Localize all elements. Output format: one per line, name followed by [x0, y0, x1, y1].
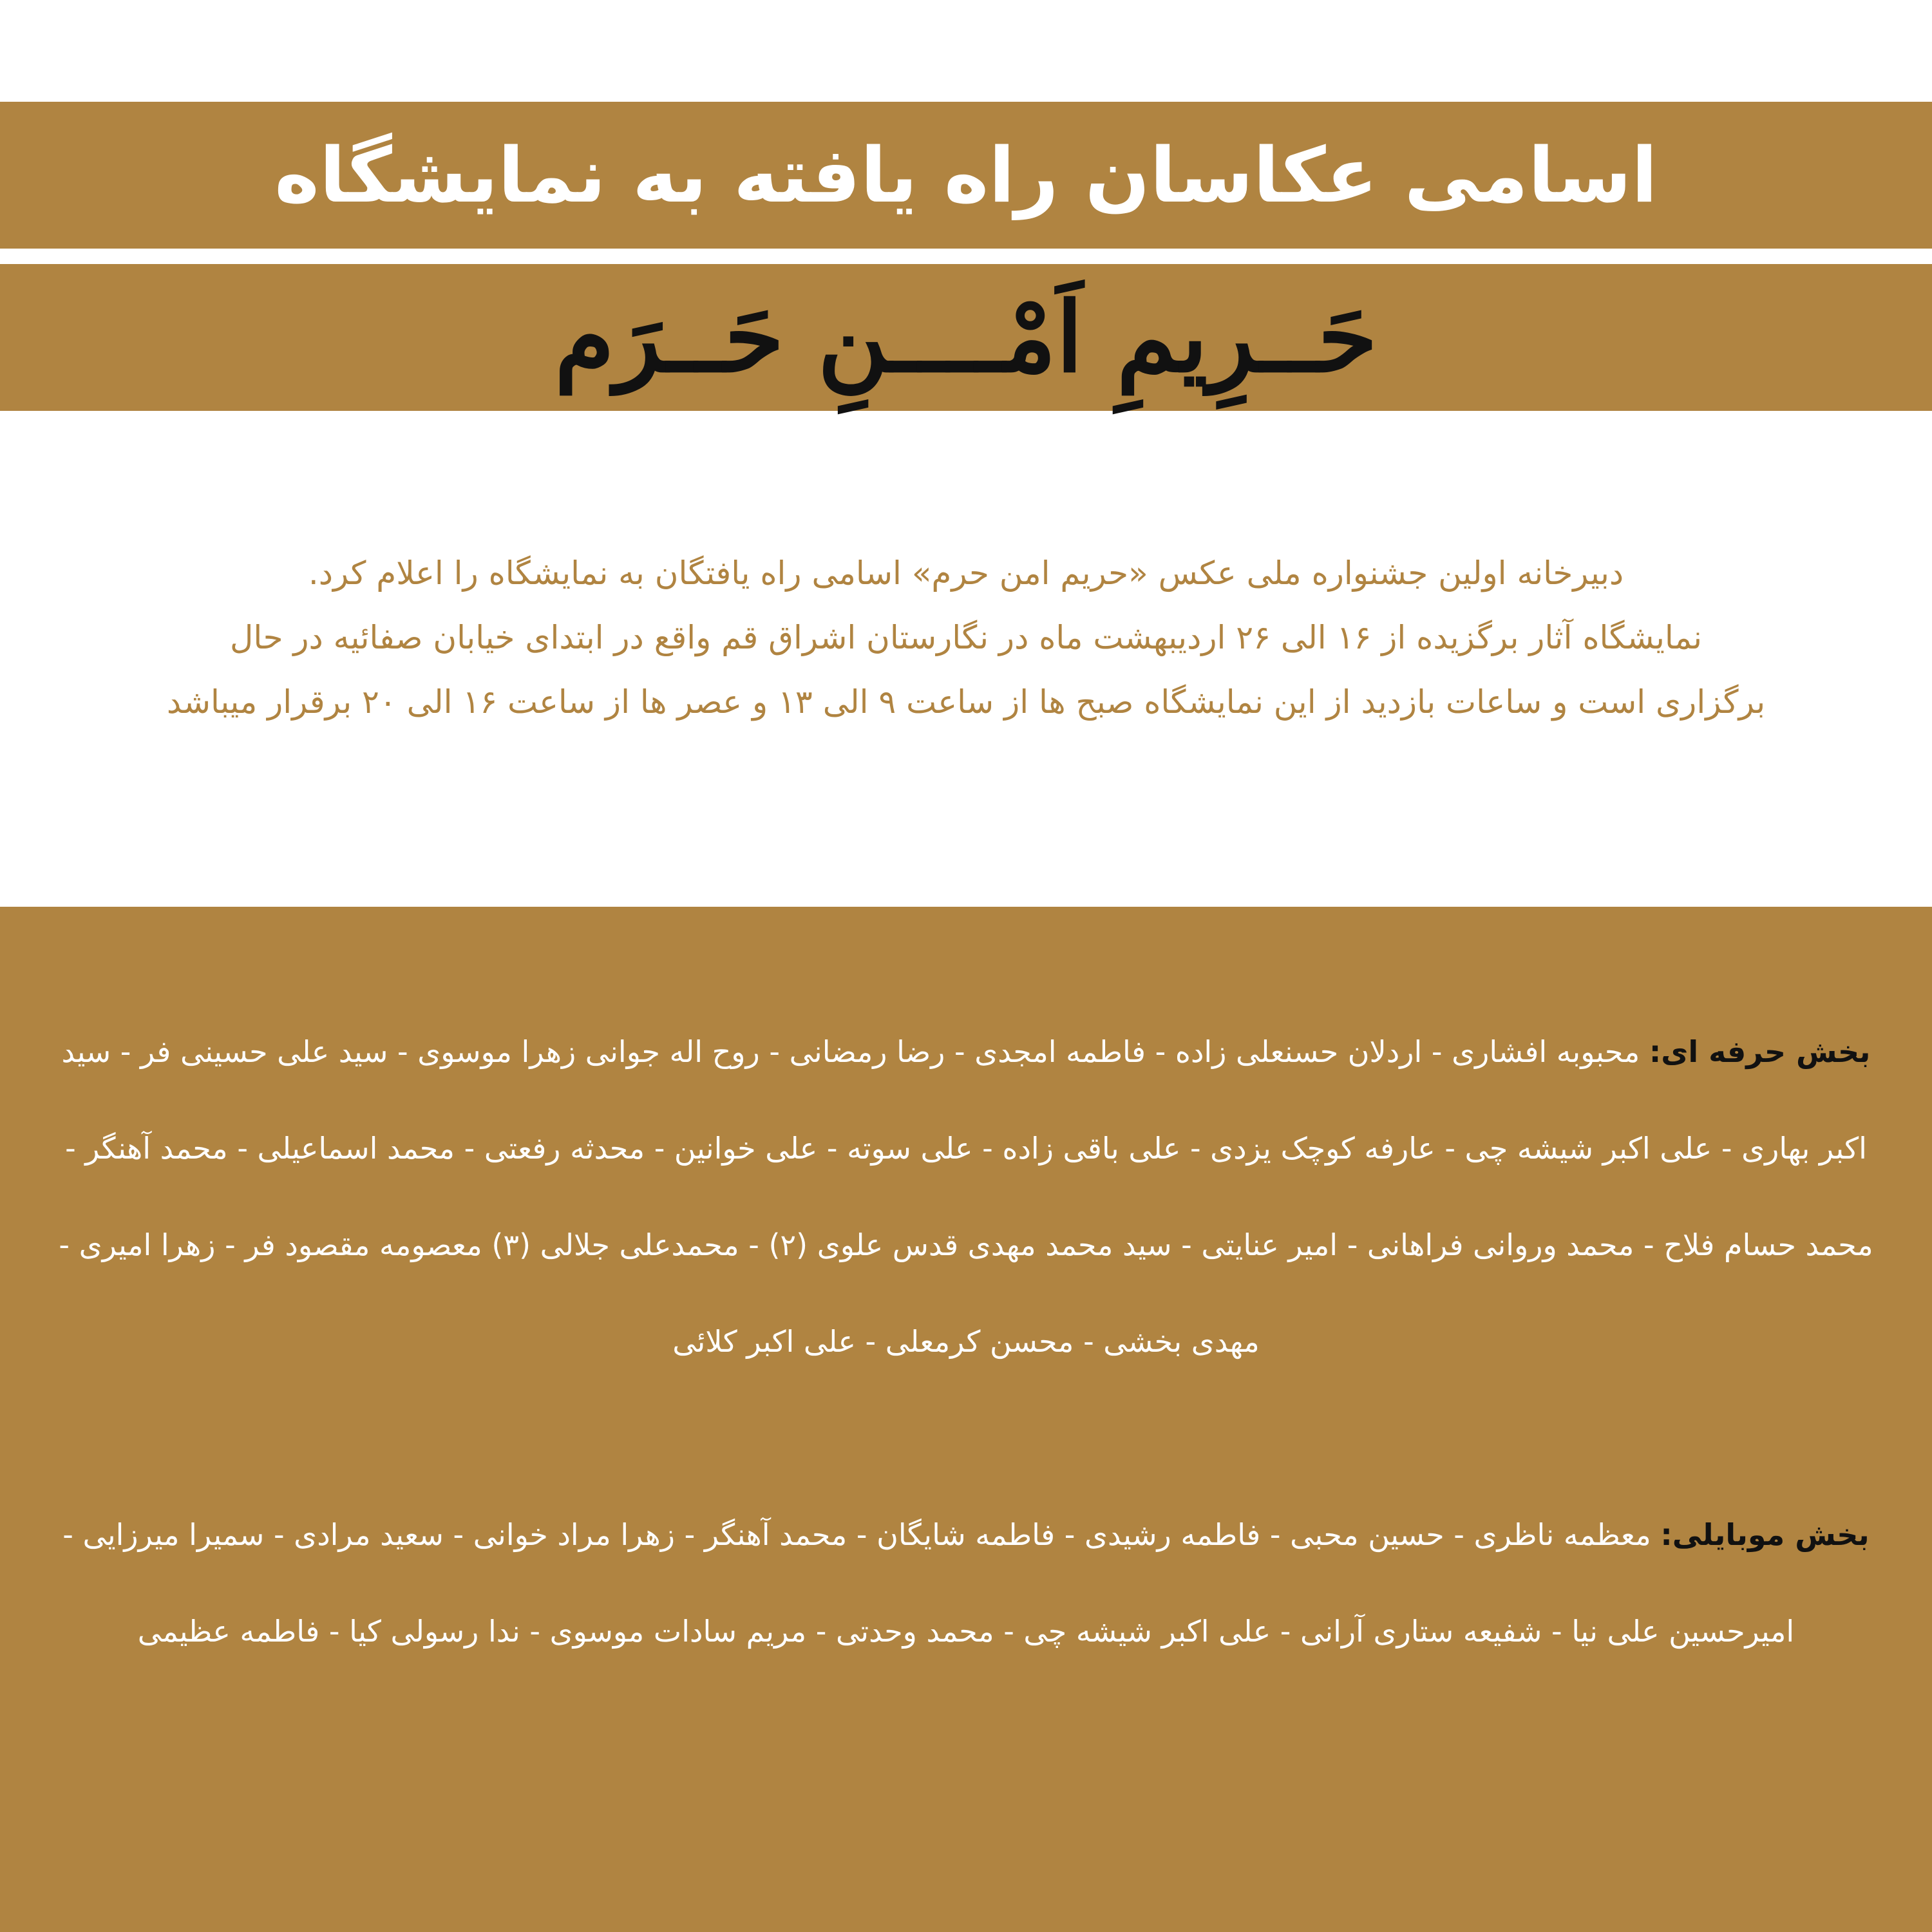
intro-text	[103, 541, 1829, 734]
mobile-names: معظمه ناظری - حسین محبی - فاطمه رشیدی - فاطمه شایگان - محمد آهنگر - زهرا مراد خوانی - سعید مرادی - سمیرا میرزایی - امیرحسین علی نیا - شفیعه ستاری آرانی - علی اکبر شیشه چی - محمد وحدتی - مریم سادات موسوی - ندا رسولی کیا - فاطمه عظیمی	[62, 1517, 1795, 1649]
intro-line-1: دبیرخانه اولین جشنواره ملی عکس «حریم امن حرم» اسامی راه یافتگان به نمایشگاه را اعلام کرد.	[308, 554, 1624, 592]
mobile-section-label: بخش موبایلی:	[1660, 1517, 1870, 1552]
professional-names: محبوبه افشاری - اردلان حسنعلی زاده - فاطمه امجدی - رضا رمضانی - روح اله جوانی زهرا موسوی - سید علی حسینی فر - سید اکبر بهاری - علی اکبر شیشه چی - عارفه کوچک یزدی - علی باقی زاده - علی سوته - علی خوانین - محدثه رفعتی - محمد اسماعیلی - محمد آهنگر - محمد حسام فلاح - محمد وروانی فراهانی - امیر عنایتی - سید محمد مهدی قدس علوی (۲) - محمدعلی جلالی (۳) معصومه مقصود فر - زهرا امیری - مهدی بخشی - محسن کرمعلی - علی اکبر کلائی	[59, 1034, 1873, 1359]
festival-name: حَــرِیمِ اَمْــــنِ حَــرَم	[554, 281, 1378, 394]
page-title: اسامی عکاسان راه یافته به نمایشگاه	[274, 131, 1658, 220]
professional-section-label: بخش حرفه ای:	[1649, 1034, 1871, 1069]
title-banner	[0, 102, 1932, 249]
winners-panel	[0, 907, 1932, 1932]
intro-line-2: نمایشگاه آثار برگزیده از ۱۶ الی ۲۶ اردیبهشت ماه در نگارستان اشراق قم واقع در ابتدای خیابان صفائیه در حال	[230, 619, 1702, 656]
mobile-section	[52, 1486, 1880, 1680]
intro-line-3: برگزاری است و ساعات بازدید از این نمایشگاه صبح ها از ساعت ۹ الی ۱۳ و عصر ها از ساعت ۱۶ الی ۲۰ برقرار میباشد	[166, 683, 1766, 721]
professional-section	[52, 1003, 1880, 1390]
festival-banner	[0, 264, 1932, 411]
